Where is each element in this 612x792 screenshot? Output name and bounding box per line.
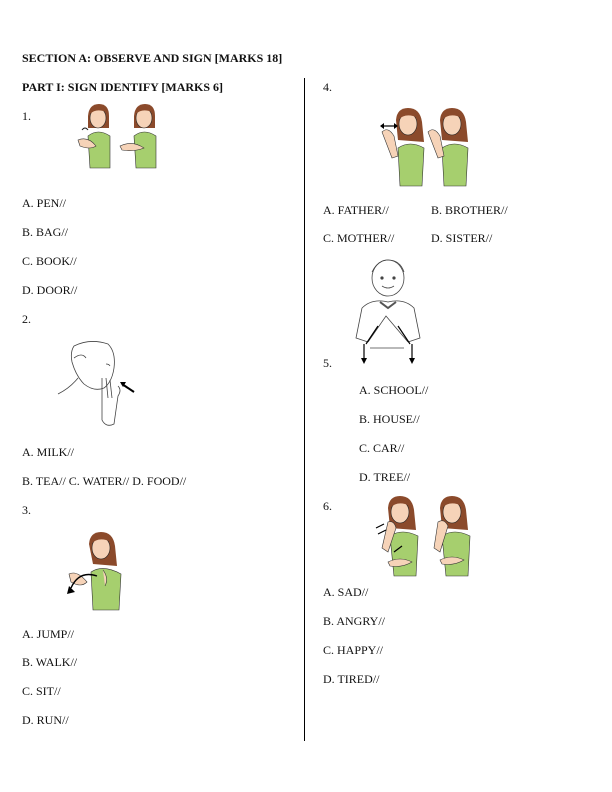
sign-image-question-3: [63, 530, 127, 612]
question-number: 1.: [22, 109, 31, 123]
option-a: A. JUMP//: [22, 627, 75, 641]
sign-image-question-5: [342, 258, 434, 368]
question-number: 4.: [323, 80, 332, 94]
option-c: C. CAR//: [359, 441, 405, 455]
option-c: C. BOOK//: [22, 254, 77, 268]
option-c: C. HAPPY//: [323, 643, 384, 657]
option-d: D. TREE//: [359, 470, 411, 484]
option-d: D. SISTER//: [431, 231, 493, 245]
option-b: B. BROTHER//: [431, 203, 508, 217]
question-number: 5.: [323, 356, 332, 370]
option-c: C. MOTHER//: [323, 231, 395, 245]
sign-image-question-6: [374, 494, 480, 578]
sign-image-question-1: [74, 102, 166, 170]
question-number: 6.: [323, 499, 332, 513]
part-title: PART I: SIGN IDENTIFY [MARKS 6]: [22, 80, 224, 94]
option-b: B. ANGRY//: [323, 614, 386, 628]
question-number: 2.: [22, 312, 31, 326]
option-d: D. TIRED//: [323, 672, 380, 686]
question-number: 3.: [22, 503, 31, 517]
option-a: A. SCHOOL//: [359, 383, 429, 397]
option-b: B. BAG//: [22, 225, 69, 239]
option-b: B. WALK//: [22, 655, 78, 669]
option-a: A. MILK//: [22, 445, 74, 459]
sign-image-question-2: [56, 338, 140, 430]
option-a: A. SAD//: [323, 585, 369, 599]
sign-image-question-4: [378, 106, 474, 188]
option-d: D. DOOR//: [22, 283, 78, 297]
column-divider: [304, 78, 305, 741]
option-a: A. FATHER//: [323, 203, 389, 217]
option-b: B. HOUSE//: [359, 412, 420, 426]
option-c: C. SIT//: [22, 684, 61, 698]
section-title: SECTION A: OBSERVE AND SIGN [MARKS 18]: [22, 51, 283, 65]
option-b-c-d: B. TEA// C. WATER// D. FOOD//: [22, 474, 187, 488]
option-a: A. PEN//: [22, 196, 67, 210]
option-d: D. RUN//: [22, 713, 69, 727]
